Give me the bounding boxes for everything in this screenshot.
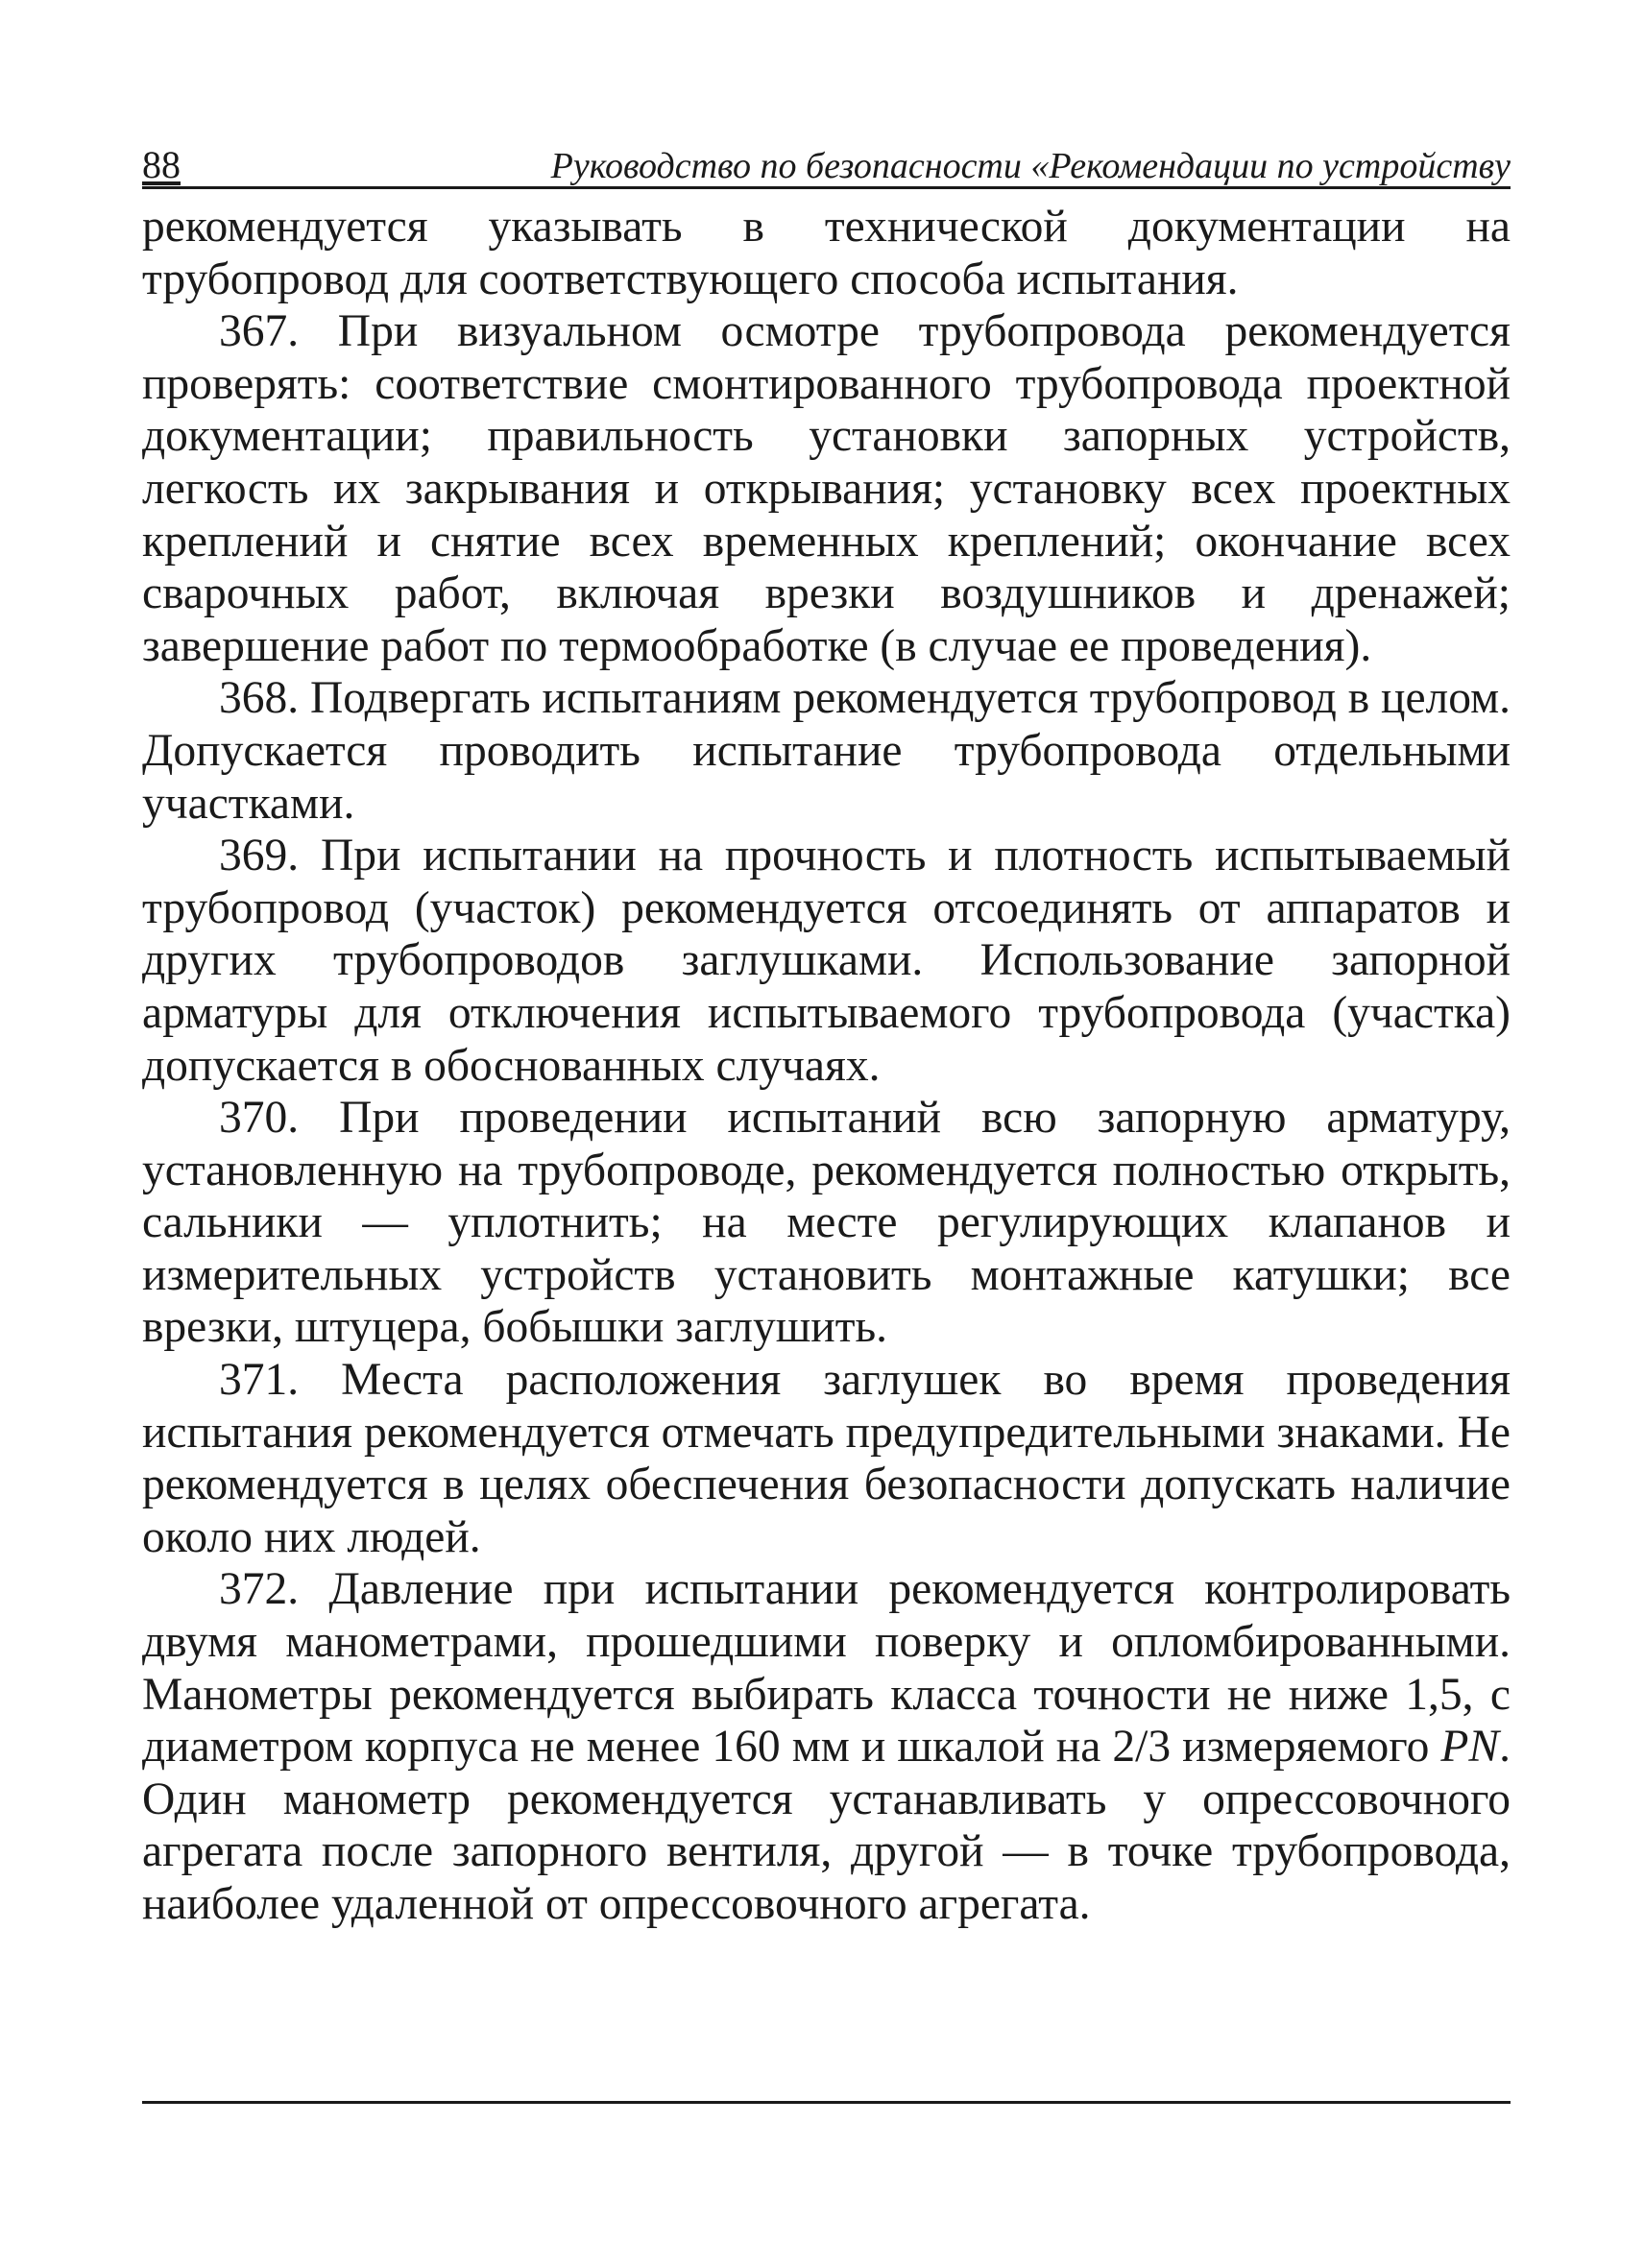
paragraph-368: 368. Подвергать испытаниям рекомендуется трубопровод в целом. Допускается проводить испытание трубопровода отдельными участками.: [142, 673, 1511, 829]
paragraph-367: 367. При визуальном осмотре трубопровода рекомендуется проверять: соответствие смонтированного трубопровода проектной документации; правильность установки запорных устройств, легкость их закрывания и открывания; установку всех проектных креплений и снятие всех временных креплений; окончание всех сварочных работ, включая врезки воздушников и дренажей; завершение работ по термообработке (в случае ее проведения).: [142, 306, 1511, 671]
paragraph-372-part-2: . Один манометр рекомендуется устанавливать у опрессовочного агрегата после запорного вентиля, другой — в точке трубопровода, наиболее удаленной от опрессовочного агрегата.: [142, 1722, 1511, 1929]
paragraph-372-part-1: 372. Давление при испытании рекомендуется контролировать двумя манометрами, прошедшими поверку и опломбированными. Манометры рекомендуется выбирать класса точности не ниже 1,5, с диаметром корпуса не менее 160 мм и шкалой на 2/3 измеряемого: [142, 1564, 1511, 1773]
footer-rule: [142, 2101, 1511, 2104]
paragraph-372: [142, 1563, 1511, 1930]
body-text: [142, 201, 1511, 1931]
paragraph-continuation: рекомендуется указывать в технической документации на трубопровод для соответствующего способа испытания.: [142, 202, 1511, 304]
document-page: [142, 134, 1511, 2170]
page-number: 88: [142, 143, 181, 186]
paragraph-370: 370. При проведении испытаний всю запорную арматуру, установленную на трубопроводе, рекомендуется полностью открыть, сальники — уплотнить; на месте регулирующих клапанов и измерительных устройств установить монтажные катушки; все врезки, штуцера, бобышки заглушить.: [142, 1093, 1511, 1353]
paragraph-371: 371. Места расположения заглушек во время проведения испытания рекомендуется отмечать предупредительными знаками. Не рекомендуется в целях обеспечения безопасности допускать наличие около них людей.: [142, 1355, 1511, 1562]
running-head: Руководство по безопасности «Рекомендации по устройству: [550, 146, 1511, 186]
pn-symbol: PN: [1440, 1722, 1500, 1773]
page-header: [142, 134, 1511, 189]
paragraph-369: 369. При испытании на прочность и плотность испытываемый трубопровод (участок) рекомендуется отсоединять от аппаратов и других трубопроводов заглушками. Использование запорной арматуры для отключения испытываемого трубопровода (участка) допускается в обоснованных случаях.: [142, 831, 1511, 1091]
